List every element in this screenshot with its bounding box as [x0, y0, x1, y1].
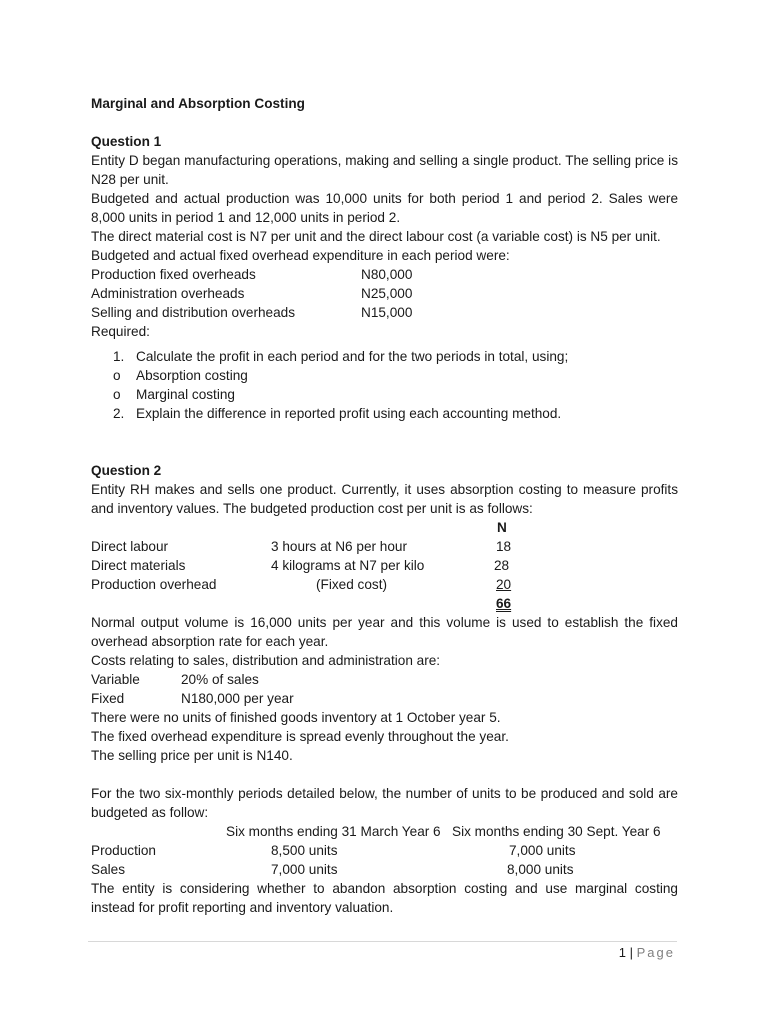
list-text: Explain the difference in reported profit using each accounting method. — [136, 406, 562, 421]
list-text: Marginal costing — [136, 387, 235, 402]
overhead-value: N15,000 — [361, 305, 413, 320]
q2-paragraph: The fixed overhead expenditure is spread evenly throughout the year. — [91, 729, 509, 744]
list-marker: o — [113, 387, 121, 402]
q1-paragraph: Budgeted and actual fixed overhead expenditure in each period were: — [91, 248, 510, 263]
document-body — [91, 94, 678, 917]
sda-label: Fixed — [91, 691, 125, 706]
list-marker: 2. — [113, 406, 125, 421]
period-value: 8,500 units — [271, 843, 338, 858]
overhead-label: Production fixed overheads — [91, 267, 256, 282]
sda-value: N180,000 per year — [181, 691, 294, 706]
period-row — [91, 841, 678, 860]
period-label: Sales — [91, 862, 126, 877]
q1-paragraph: Entity D began manufacturing operations, making and selling a single product. The selling price is N28 per unit. — [91, 153, 678, 187]
list-item — [91, 366, 678, 385]
period-value: 7,000 units — [509, 843, 576, 858]
cost-value: 18 — [496, 539, 512, 554]
list-item — [91, 404, 678, 423]
q2-paragraph: Entity RH makes and sells one product. Currently, it uses absorption costing to measure profits and inventory values. The budgeted production cost per unit is as follows: — [91, 482, 678, 516]
period-row — [91, 860, 678, 879]
document-title: Marginal and Absorption Costing — [91, 96, 305, 111]
required-list — [91, 347, 678, 423]
q2-paragraph: There were no units of finished goods inventory at 1 October year 5. — [91, 710, 501, 725]
overhead-row — [91, 265, 678, 284]
cost-basis: (Fixed cost) — [316, 577, 388, 592]
cost-row — [91, 575, 678, 594]
period-value: 7,000 units — [271, 862, 338, 877]
overhead-row — [91, 303, 678, 322]
list-item — [91, 347, 678, 366]
period-header: Six months ending 31 March Year 6 — [226, 824, 441, 839]
period-header-row — [91, 822, 678, 841]
cost-row — [91, 556, 678, 575]
cost-total-row — [91, 594, 678, 613]
q1-paragraph: The direct material cost is N7 per unit and the direct labour cost (a variable cost) is N5 per unit. — [91, 229, 661, 244]
period-header: Six months ending 30 Sept. Year 6 — [452, 824, 661, 839]
q2-paragraph: For the two six-monthly periods detailed below, the number of units to be produced and sold are budgeted as follow: — [91, 786, 678, 820]
cost-label: Direct labour — [91, 539, 169, 554]
page-label: Page — [636, 945, 675, 960]
required-label: Required: — [91, 324, 150, 339]
question-2-heading: Question 2 — [91, 463, 162, 478]
currency-header: N — [497, 520, 507, 535]
question-1-heading: Question 1 — [91, 134, 162, 149]
q2-paragraph: The entity is considering whether to abandon absorption costing and use marginal costing instead for profit reporting and inventory valuation. — [91, 881, 678, 915]
period-label: Production — [91, 843, 156, 858]
overhead-value: N80,000 — [361, 267, 413, 282]
list-marker: 1. — [113, 349, 125, 364]
q1-paragraph: Budgeted and actual production was 10,000 units for both period 1 and period 2. Sales were 8,000 units in period 1 and 12,000 units in period 2. — [91, 191, 678, 225]
cost-value: 28 — [494, 558, 510, 573]
cost-row — [91, 537, 678, 556]
overhead-value: N25,000 — [361, 286, 413, 301]
list-item — [91, 385, 678, 404]
cost-basis: 3 hours at N6 per hour — [271, 539, 408, 554]
currency-header-row — [91, 518, 678, 537]
sda-value: 20% of sales — [181, 672, 259, 687]
cost-basis: 4 kilograms at N7 per kilo — [271, 558, 425, 573]
overhead-row — [91, 284, 678, 303]
q2-paragraph: The selling price per unit is N140. — [91, 748, 293, 763]
cost-label: Direct materials — [91, 558, 186, 573]
cost-total: 66 — [496, 596, 512, 611]
footer-separator: | — [629, 945, 633, 960]
overhead-label: Selling and distribution overheads — [91, 305, 296, 320]
page-footer — [619, 943, 675, 962]
footer-divider — [88, 941, 677, 942]
sda-label: Variable — [91, 672, 140, 687]
period-value: 8,000 units — [507, 862, 574, 877]
overhead-label: Administration overheads — [91, 286, 245, 301]
list-text: Absorption costing — [136, 368, 248, 383]
cost-label: Production overhead — [91, 577, 217, 592]
q2-paragraph: Costs relating to sales, distribution and administration are: — [91, 653, 441, 668]
page-number: 1 — [618, 945, 626, 960]
list-text: Calculate the profit in each period and for the two periods in total, using; — [136, 349, 569, 364]
q2-paragraph: Normal output volume is 16,000 units per year and this volume is used to establish the fixed overhead absorption rate for each year. — [91, 615, 678, 649]
sda-row — [91, 689, 678, 708]
sda-row — [91, 670, 678, 689]
list-marker: o — [113, 368, 121, 383]
cost-value: 20 — [496, 577, 512, 592]
